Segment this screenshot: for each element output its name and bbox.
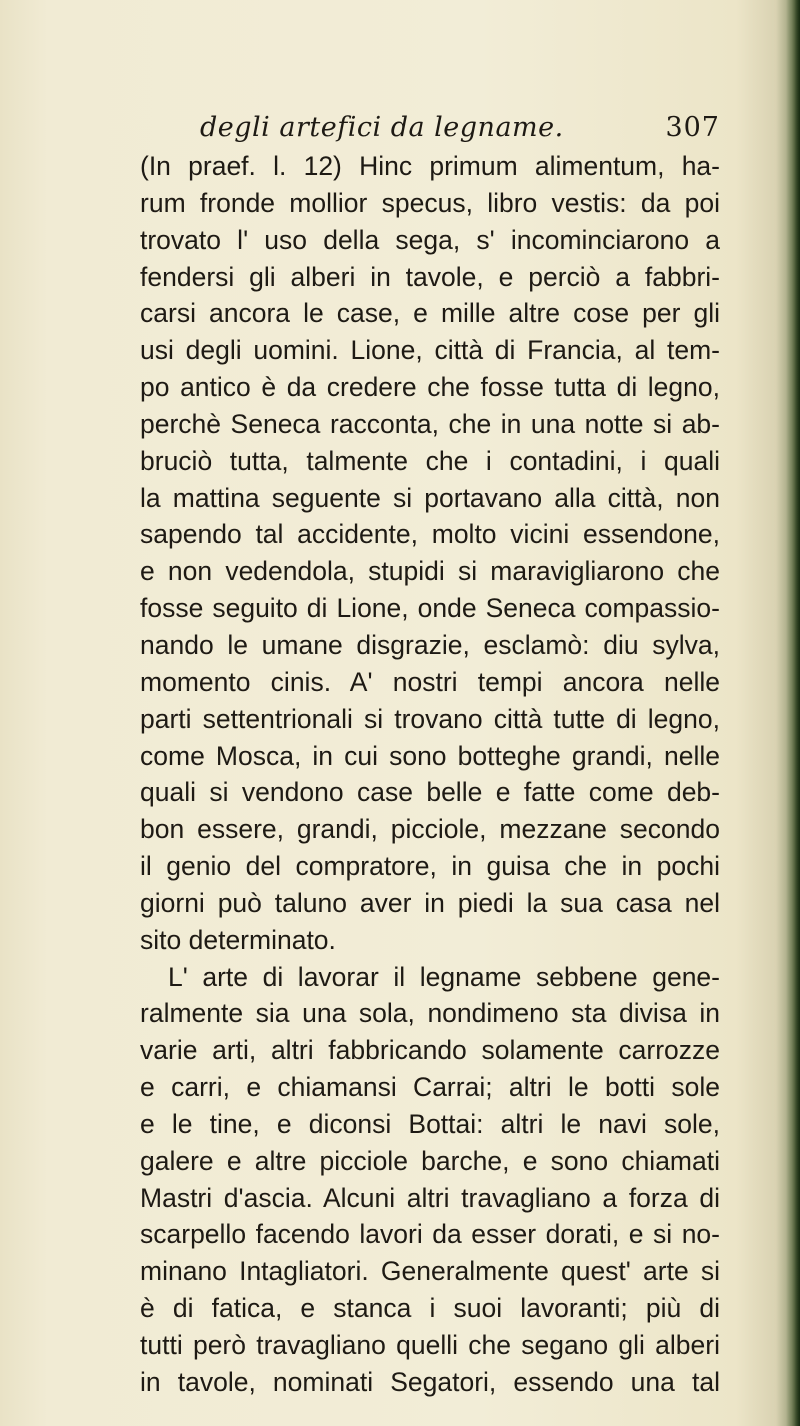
text-line: ralmente sia una sola, nondimeno sta divisa in	[140, 998, 720, 1029]
text-line: in tavole, nominati Segatori, essendo una tal	[140, 1366, 720, 1397]
text-line: trovato l' uso della sega, s' incominciarono a	[140, 224, 720, 255]
text-line: varie arti, altri fabbricando solamente carrozze	[140, 1035, 720, 1066]
text-line: nando le umane disgrazie, esclamò: diu sylva,	[140, 629, 720, 660]
text-line: bruciò tutta, talmente che i contadini, i quali	[140, 445, 720, 476]
text-line: carsi ancora le case, e mille altre cose per gli	[140, 298, 720, 329]
text-line: è di fatica, e stanca i suoi lavoranti; più di	[140, 1293, 720, 1324]
page-header	[200, 112, 720, 152]
text-line: e non vedendola, stupidi si maravigliarono che	[140, 556, 720, 587]
text-line: quali si vendono case belle e fatte come deb-	[140, 777, 720, 808]
text-line: po antico è da credere che fosse tutta di legno,	[140, 372, 720, 403]
text-line: galere e altre picciole barche, e sono chiamati	[140, 1145, 720, 1176]
text-line: scarpello facendo lavori da esser dorati, e si no-	[140, 1219, 720, 1250]
text-line: Mastri d'ascia. Alcuni altri travagliano a forza di	[140, 1182, 720, 1213]
text-line: fosse seguito di Lione, onde Seneca compassio-	[140, 593, 720, 624]
body-text	[140, 148, 720, 1401]
text-line: e carri, e chiamansi Carrai; altri le botti sole	[140, 1072, 720, 1103]
text-line: sapendo tal accidente, molto vicini essendone,	[140, 519, 720, 550]
text-line: minano Intagliatori. Generalmente quest' arte si	[140, 1256, 720, 1287]
text-line: L' arte di lavorar il legname sebbene gene-	[168, 961, 720, 992]
text-line: bon essere, grandi, picciole, mezzane secondo	[140, 814, 720, 845]
text-line: usi degli uomini. Lione, città di Francia, al tem-	[140, 335, 720, 366]
text-line: perchè Seneca racconta, che in una notte si ab-	[140, 408, 720, 439]
text-line: fendersi gli alberi in tavole, e perciò a fabbri-	[140, 261, 720, 292]
text-line: (In praef. l. 12) Hinc primum alimentum, ha-	[140, 151, 720, 181]
text-line: la mattina seguente si portavano alla città, non	[140, 482, 720, 513]
text-line: parti settentrionali si trovano città tutte di legno,	[140, 703, 720, 734]
page-number: 307	[665, 112, 720, 143]
text-line: e le tine, e diconsi Bottai: altri le navi sole,	[140, 1108, 720, 1139]
text-line: momento cinis. A' nostri tempi ancora nelle	[140, 666, 720, 697]
text-line: il genio del compratore, in guisa che in pochi	[140, 851, 720, 882]
running-title: degli artefici da legname.	[200, 112, 564, 143]
page-edge-shadow	[786, 0, 800, 1426]
text-line: sito determinato.	[140, 924, 336, 955]
text-line: tutti però travagliano quelli che segano gli alberi	[140, 1330, 720, 1360]
text-line: rum fronde mollior specus, libro vestis: da poi	[140, 187, 720, 218]
text-line: giorni può taluno aver in piedi la sua casa nel	[140, 887, 720, 918]
text-line: come Mosca, in cui sono botteghe grandi, nelle	[140, 740, 720, 771]
